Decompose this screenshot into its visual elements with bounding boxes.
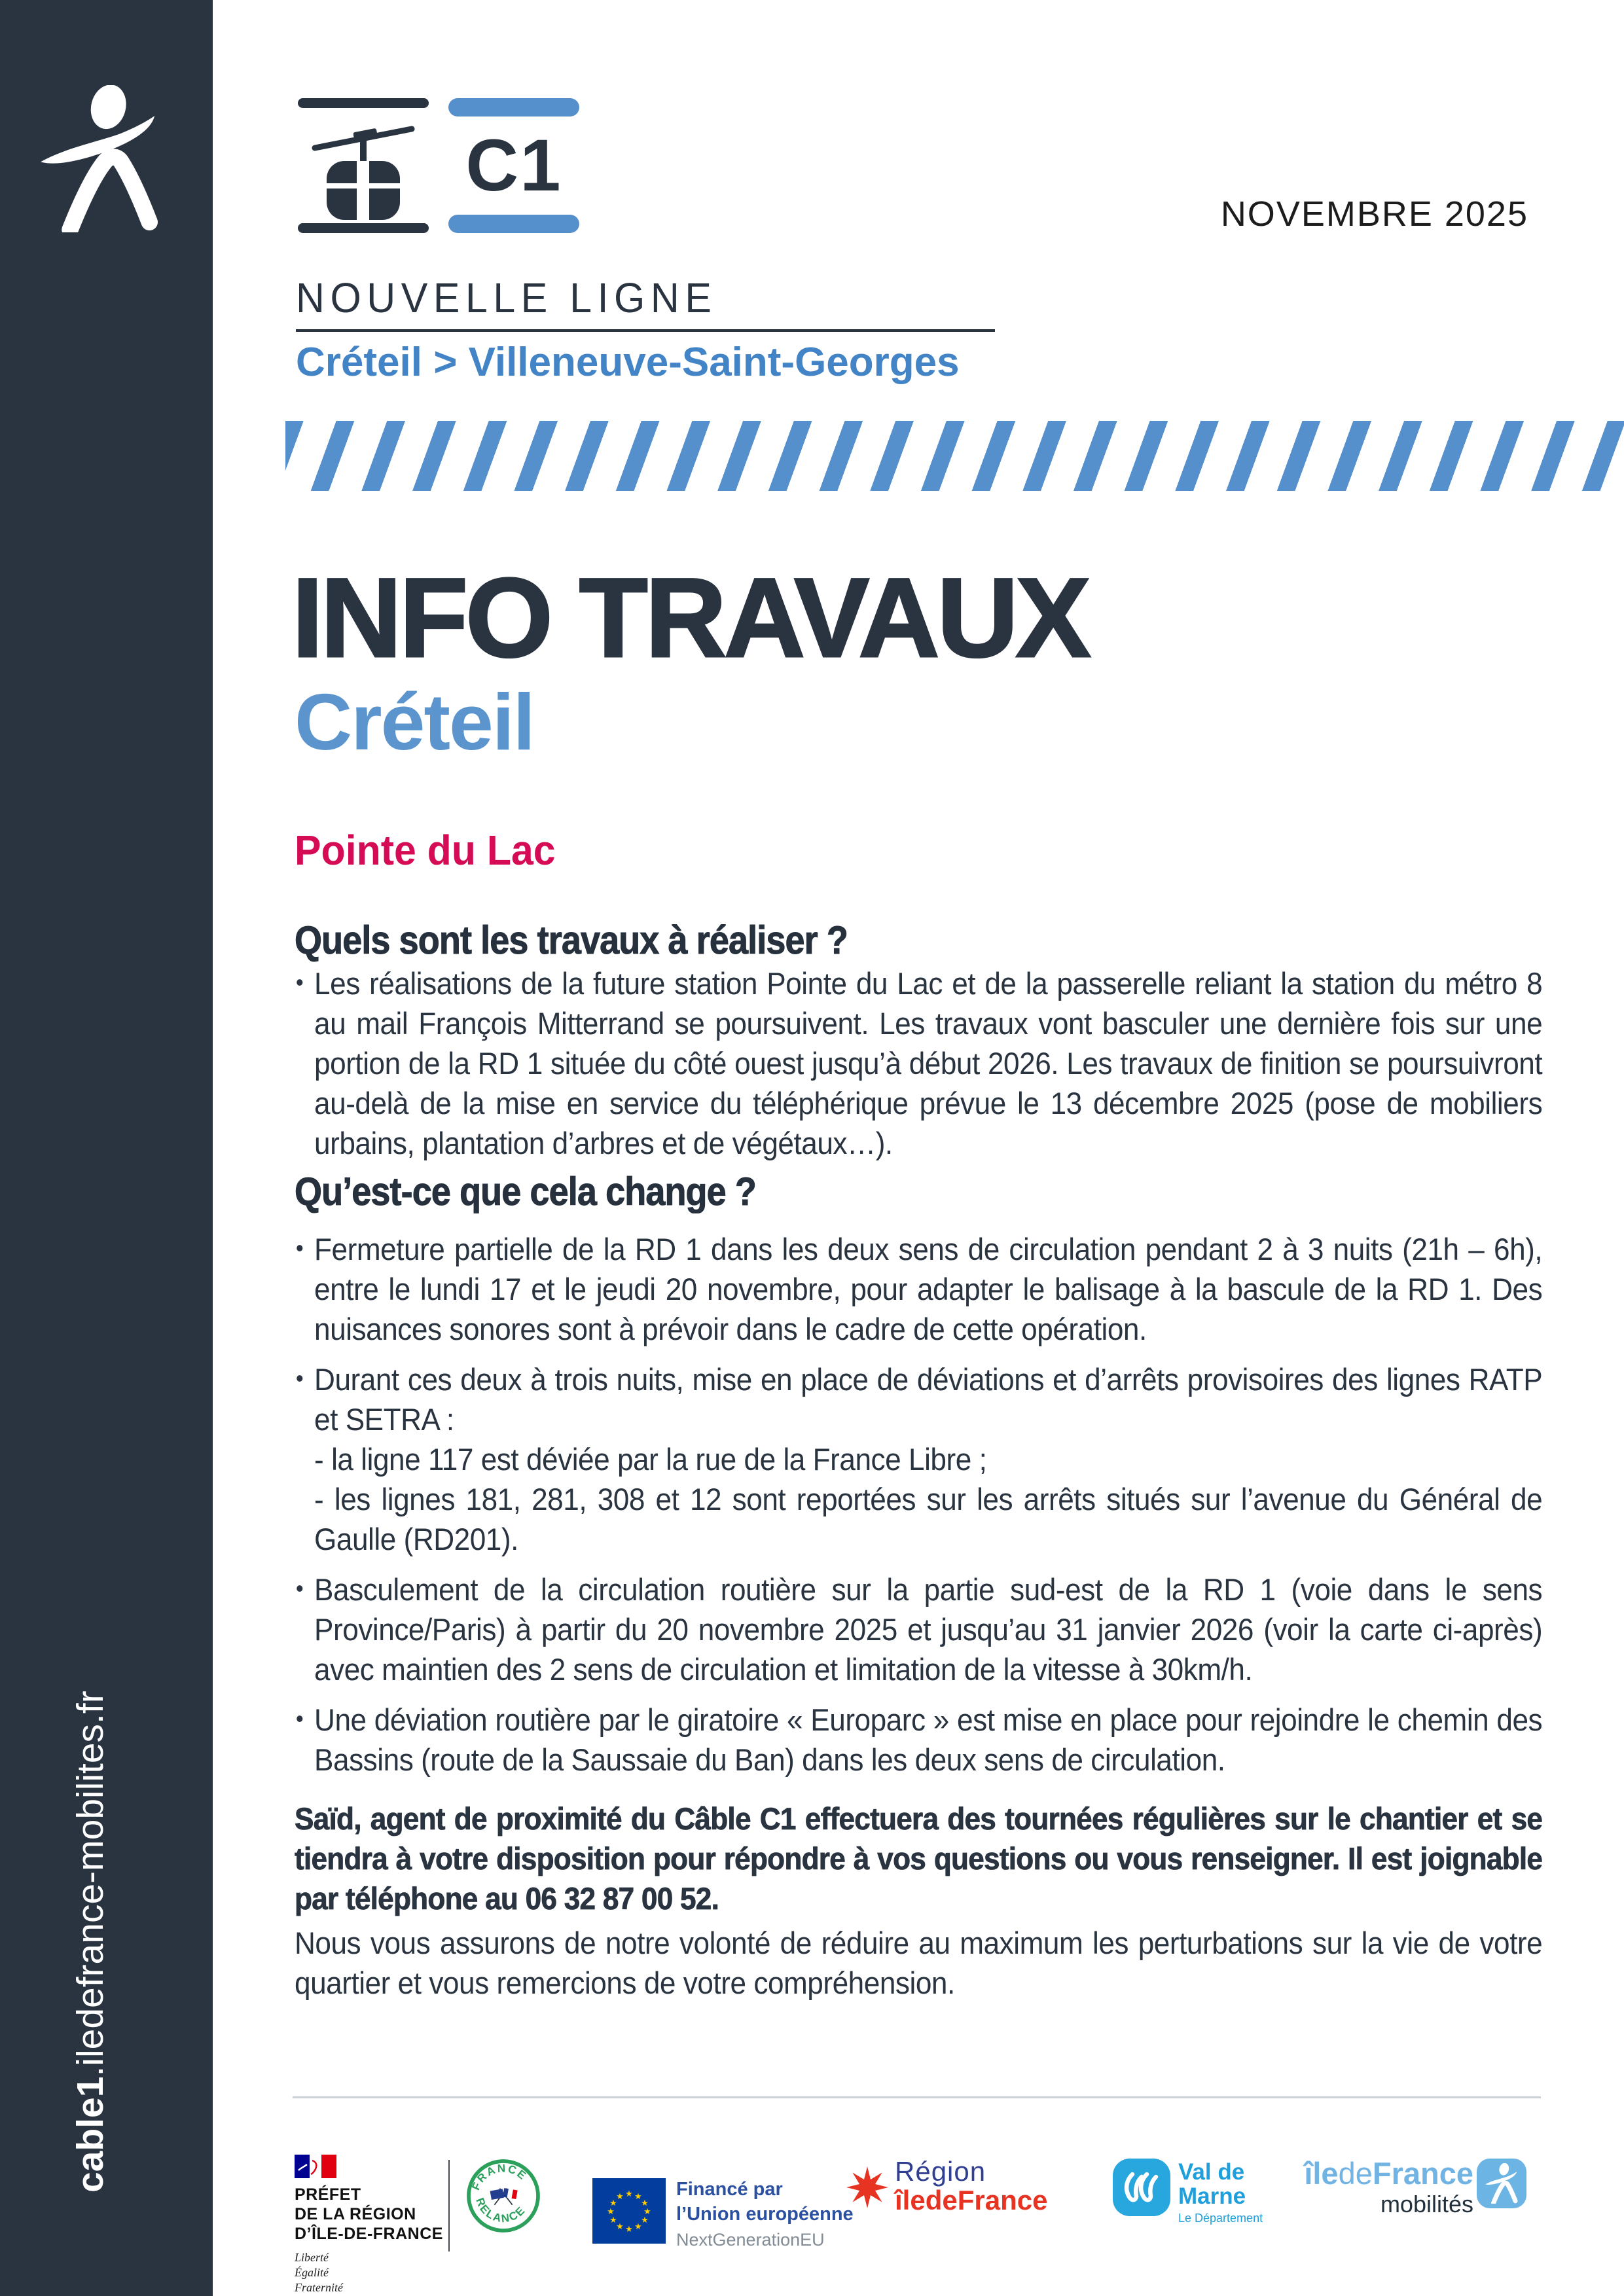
svg-text:★: ★ bbox=[625, 2224, 633, 2234]
idfm-mobilites-label: mobilités bbox=[1380, 2191, 1473, 2217]
page-title: INFO TRAVAUX bbox=[292, 555, 1089, 681]
region-iledefrance-label: îledeFrance bbox=[895, 2185, 1048, 2215]
eu-funding-line: l’Union européenne bbox=[676, 2204, 854, 2225]
relance-top-label: FRANCE bbox=[469, 2162, 530, 2193]
diagonal-stripes-band bbox=[285, 421, 1624, 491]
badge-bottom-bar bbox=[448, 215, 579, 233]
eu-flag-icon bbox=[592, 2178, 666, 2244]
footer-divider-line bbox=[293, 2096, 1541, 2098]
badge-top-bar bbox=[448, 98, 579, 117]
sidebar-website-url bbox=[69, 1691, 112, 2193]
kicker-underline bbox=[296, 329, 995, 332]
svg-text:★: ★ bbox=[616, 2221, 624, 2231]
eu-nextgen-label: NextGenerationEU bbox=[676, 2230, 825, 2250]
list-item: • Une déviation routière par le giratoire « Europarc » est mise en place pour rejoindre le chemin des Bassins (route de la Saussaie du Ban) dans les deux sens de circulation. bbox=[295, 1700, 1542, 1780]
svg-text:★: ★ bbox=[616, 2191, 624, 2201]
svg-text:★: ★ bbox=[634, 2221, 642, 2231]
svg-text:★: ★ bbox=[609, 2198, 617, 2208]
station-heading: Pointe du Lac bbox=[295, 827, 556, 874]
svg-text:★: ★ bbox=[643, 2206, 651, 2216]
url-rest-part: .iledefrance-mobilites.fr bbox=[69, 1691, 111, 2077]
svg-text:★: ★ bbox=[641, 2215, 649, 2225]
idfm-logo bbox=[1280, 2157, 1473, 2219]
idfm-brand-label bbox=[1280, 2157, 1473, 2190]
val-de-marne-icon bbox=[1113, 2159, 1170, 2216]
list-item: • Les réalisations de la future station Pointe du Lac et de la passerelle reliant la station du métro 8 au mail François Mitterrand se poursuivent. Les travaux vont basculer une dernière fois sur une portion de la RD 1 située du côté ouest jusqu’à début 2026. Les travaux de finition se poursuivront au-delà de la mise en service du téléphérique prévue le 13 décembre 2025 (pose de mobiliers urbains, plantation d’arbres et de végétaux…). bbox=[295, 963, 1542, 1163]
list-item-intro: • Durant ces deux à trois nuits, mise en place de déviations et d’arrêts provisoires des lignes RATP et SETRA : bbox=[314, 1362, 1543, 1437]
svg-text:★: ★ bbox=[607, 2206, 615, 2216]
prefet-line: PRÉFET bbox=[295, 2185, 361, 2204]
idfm-de: de bbox=[1338, 2156, 1373, 2191]
svg-text:★: ★ bbox=[634, 2191, 642, 2201]
footer-vertical-divider bbox=[448, 2160, 450, 2251]
closing-paragraph: Nous vous assurons de notre volonté de réduire au maximum les perturbations sur la vie de votre quartier et vous remercions de votre compréhension. bbox=[295, 1926, 1543, 2000]
issue-date: NOVEMBRE 2025 bbox=[1220, 194, 1528, 234]
motto-line: Liberté bbox=[295, 2251, 329, 2264]
idfm-person-icon bbox=[34, 85, 165, 232]
idfm-france: France bbox=[1372, 2156, 1473, 2191]
crossed-flags bbox=[490, 2188, 518, 2205]
region-idf-star-icon bbox=[846, 2166, 888, 2208]
vdm-label-line: Val de bbox=[1178, 2159, 1245, 2185]
motto-line: Fraternité bbox=[295, 2281, 343, 2294]
list-subitem: - la ligne 117 est déviée par la rue de la France Libre ; bbox=[314, 1442, 987, 1477]
url-bold-part: cable1 bbox=[69, 2076, 111, 2193]
region-label: Région bbox=[895, 2156, 986, 2187]
section2-heading: Qu’est-ce que cela change ? bbox=[295, 1170, 756, 1213]
list-item bbox=[295, 1359, 1542, 1559]
cable-car-icon bbox=[298, 98, 429, 233]
eu-funding-line: Financé par bbox=[676, 2179, 783, 2200]
sidebar bbox=[0, 0, 213, 2296]
city-subtitle: Créteil bbox=[295, 677, 534, 766]
svg-text:★: ★ bbox=[609, 2215, 617, 2225]
section1-heading: Quels sont les travaux à réaliser ? bbox=[295, 918, 848, 962]
relance-bottom-label: RELANCE bbox=[473, 2196, 528, 2225]
prefet-line: D’ÎLE-DE-FRANCE bbox=[295, 2225, 443, 2243]
prefet-line: DE LA RÉGION bbox=[295, 2205, 416, 2223]
marianne-flag-icon bbox=[295, 2155, 336, 2178]
contact-agent-paragraph: Saïd, agent de proximité du Câble C1 effectuera des tournées régulières sur le chantier et se tiendra à votre disposition pour répondre à vos questions ou vous renseigner. Il est joignable par téléphone au 06 32 87 00 52. bbox=[295, 1801, 1543, 1916]
vdm-departement-label: Le Département bbox=[1178, 2212, 1263, 2225]
route-name: Créteil > Villeneuve-Saint-Georges bbox=[296, 340, 960, 385]
motto-line: Égalité bbox=[295, 2266, 329, 2279]
vdm-label-line: Marne bbox=[1178, 2183, 1246, 2209]
list-item: • Fermeture partielle de la RD 1 dans les deux sens de circulation pendant 2 à 3 nuits (21h – 6h), entre le lundi 17 et le jeudi 20 novembre, pour adapter le balisage à la bascule de la RD 1. Des nuisances sonores sont à prévoir dans le cadre de cette opération. bbox=[295, 1229, 1542, 1349]
kicker-nouvelle-ligne: NOUVELLE LIGNE bbox=[296, 274, 717, 321]
prefet-logo bbox=[295, 2155, 443, 2295]
svg-text:★: ★ bbox=[625, 2189, 633, 2198]
list-item: • Basculement de la circulation routière sur la partie sud-est de la RD 1 (voie dans le sens Province/Paris) à partir du 20 novembre 2025 et jusqu’au 31 janvier 2026 (voir la carte ci-après) avec maintien des 2 sens de circulation et limitation de la vitesse à 30km/h. bbox=[295, 1570, 1542, 1689]
section2-body bbox=[295, 1229, 1542, 1790]
line-code: C1 bbox=[465, 124, 562, 206]
idfm-ile: île bbox=[1304, 2156, 1339, 2191]
svg-text:★: ★ bbox=[641, 2198, 649, 2208]
c1-line-badge bbox=[448, 98, 579, 233]
idfm-logo-icon bbox=[1477, 2159, 1526, 2208]
list-subitem: - les lignes 181, 281, 308 et 12 sont reportées sur les arrêts situés sur l’avenue du Général de Gaulle (RD201). bbox=[314, 1482, 1543, 1556]
france-relance-icon bbox=[466, 2159, 541, 2233]
section1-body bbox=[295, 963, 1542, 1174]
